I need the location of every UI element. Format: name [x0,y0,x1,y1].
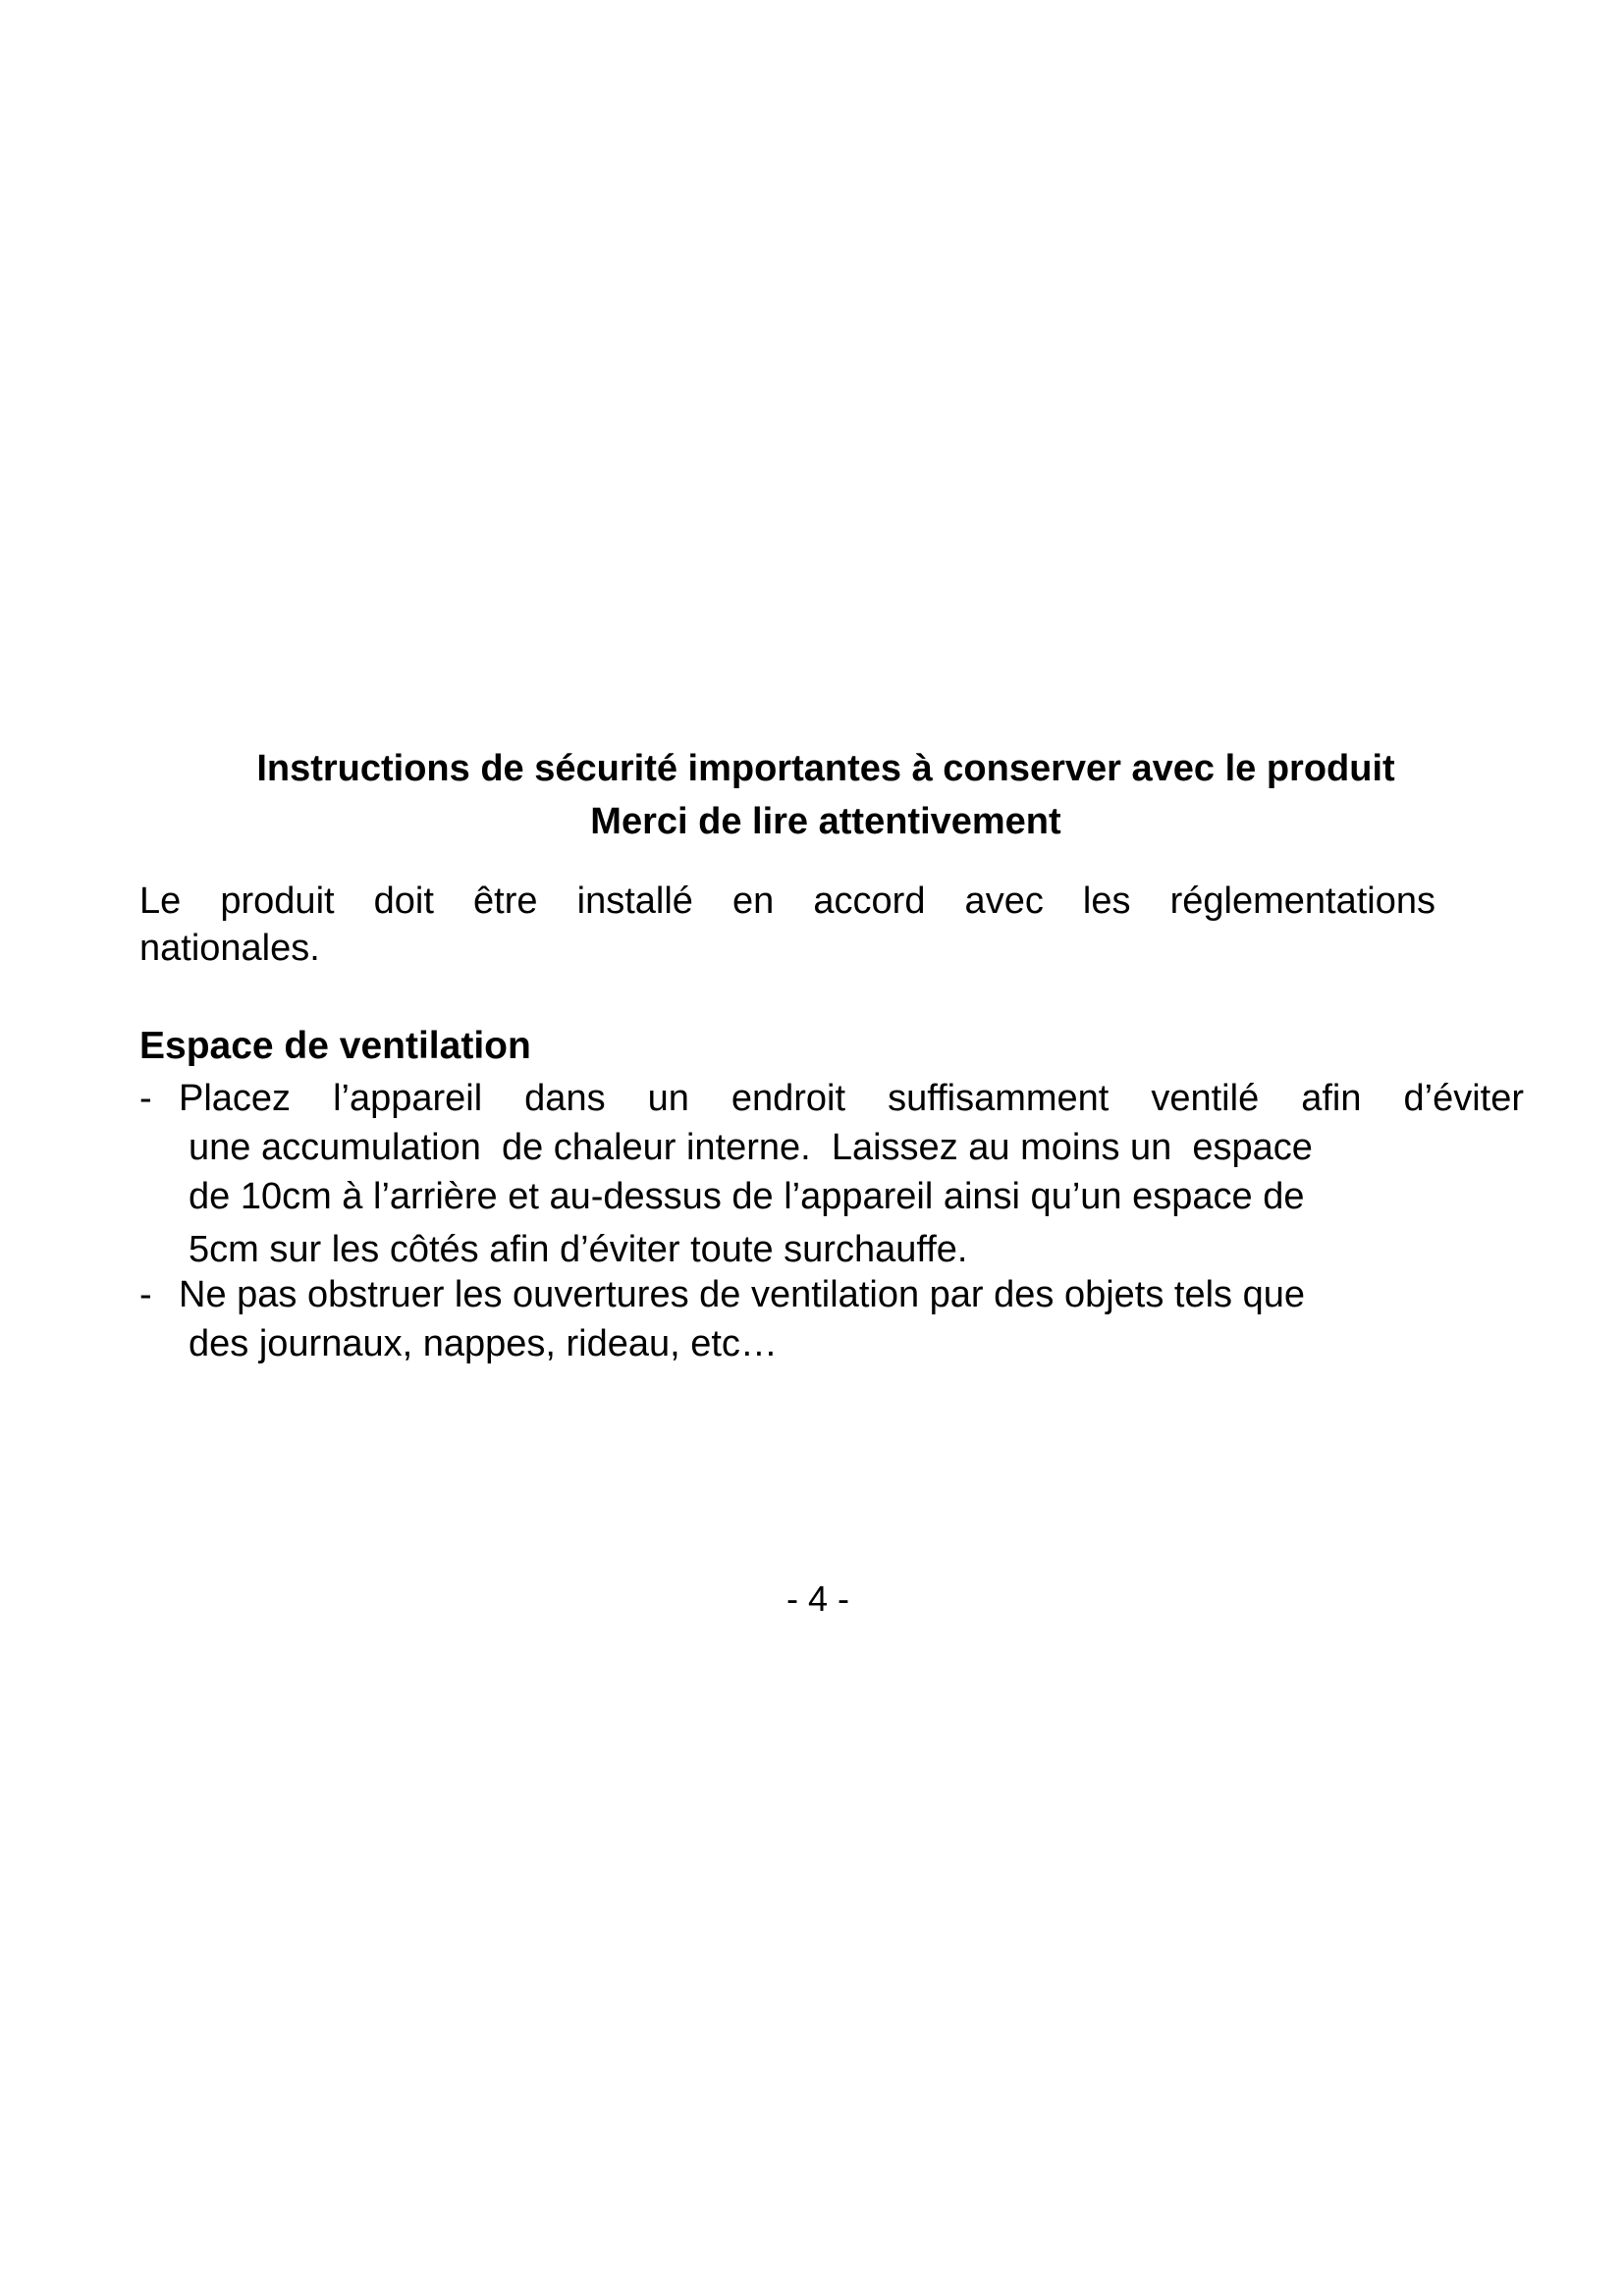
bullet-text-2 [179,1270,1534,1368]
bullet-1-line-2: une accumulation de chaleur interne. Laissez au moins un espace [189,1127,1313,1168]
bullet-2-line-1: Ne pas obstruer les ouvertures de ventilation par des objets tels que [179,1274,1305,1315]
intro-line-1: Le produit doit être installé en accord avec les réglementations [139,881,1435,922]
title-line-1: Instructions de sécurité importantes à conserver avec le produit [256,748,1395,789]
bullet-1-line-4: 5cm sur les côtés afin d’éviter toute surchauffe. [189,1229,968,1270]
intro-paragraph [139,878,1435,972]
bullet-dash: - [139,1274,152,1315]
title-line-2: Merci de lire attentivement [590,801,1061,842]
section-heading: Espace de ventilation [139,1025,531,1067]
bullet-1-line-3: de 10cm à l’arrière et au-dessus de l’appareil ainsi qu’un espace de [189,1176,1305,1217]
bullet-dash: - [139,1078,152,1119]
bullet-text-1 [179,1074,1534,1274]
page-number: - 4 - [785,1578,849,1619]
bullet-1-line-1: Placez l’appareil dans un endroit suffisamment ventilé afin d’éviter [179,1078,1524,1119]
intro-line-2: nationales. [139,928,320,969]
bullet-2-line-2: des journaux, nappes, rideau, etc… [189,1323,778,1364]
